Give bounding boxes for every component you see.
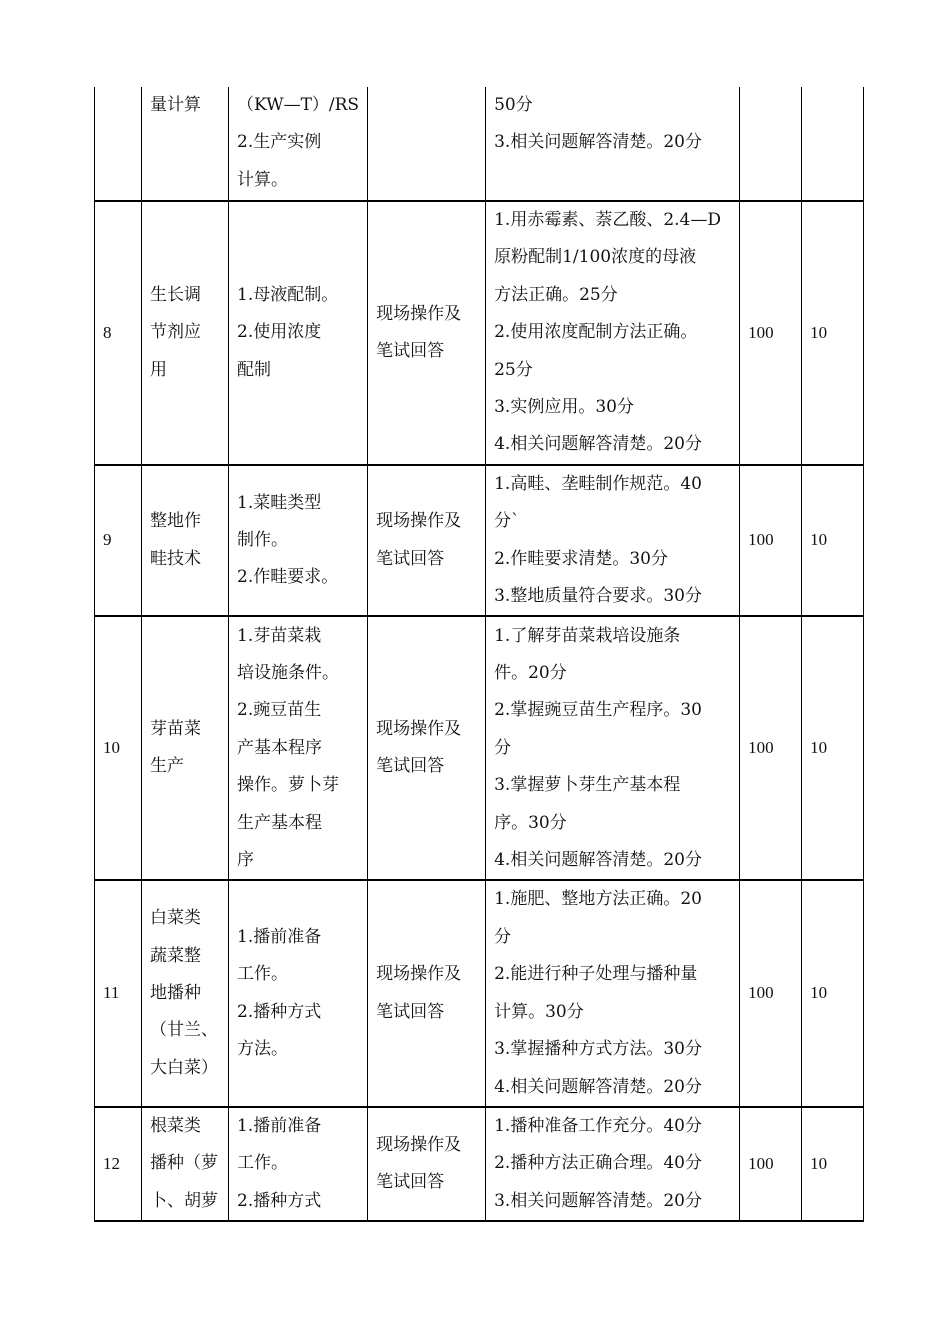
weight-cell: [802, 880, 864, 1106]
cell-value: 10: [810, 322, 828, 342]
cell-line: 工作。: [237, 964, 288, 985]
cell-line: 分: [494, 737, 512, 758]
cell-value: 10: [810, 1153, 828, 1173]
cell-line: 节剂应: [150, 322, 201, 343]
cell-line: 产基本程序: [237, 737, 322, 758]
cell-line: 现场操作及: [376, 511, 462, 532]
cell-line: 3.整地质量符合要求。30分: [494, 586, 702, 607]
content-cell: [229, 87, 368, 201]
cell-value: 100: [748, 1153, 774, 1173]
cell-line: 2.掌握豌豆苗生产程序。30: [494, 700, 702, 721]
table-row: [95, 201, 864, 465]
cell-line: 1.了解芽苗菜栽培设施条: [494, 625, 681, 646]
cell-line: 2.使用浓度: [237, 322, 322, 343]
cell-value: 10: [810, 530, 828, 550]
cell-line: 笔试回答: [376, 340, 445, 361]
cell-line: 大白菜）: [150, 1057, 218, 1078]
cell-line: 1.施肥、整地方法正确。20: [494, 889, 702, 910]
cell-line: 2.作畦要求清楚。30分: [494, 548, 668, 569]
weight-cell: [802, 87, 864, 201]
item-name-cell: [142, 616, 229, 880]
cell-line: 序: [237, 849, 254, 870]
row-number-cell: [95, 616, 142, 880]
criteria-cell: [486, 616, 740, 880]
cell-value: 9: [103, 530, 112, 550]
method-cell: [368, 87, 486, 201]
item-name-cell: [142, 201, 229, 465]
cell-value: 10: [103, 738, 120, 758]
cell-line: 序。30分: [494, 812, 567, 833]
cell-value: 10: [810, 738, 828, 758]
criteria-cell: [486, 465, 740, 617]
weight-cell: [802, 465, 864, 617]
cell-line: 地播种: [150, 982, 201, 1003]
weight-cell: [802, 1107, 864, 1221]
cell-line: 现场操作及: [376, 719, 462, 740]
cell-line: 制作。: [237, 529, 288, 550]
cell-value: 8: [103, 322, 112, 342]
cell-line: 操作。萝卜芽: [237, 775, 339, 796]
row-number-cell: [95, 465, 142, 617]
row-number-cell: [95, 201, 142, 465]
score-cell: [740, 1107, 802, 1221]
cell-line: 分: [494, 926, 512, 947]
cell-line: 1.芽苗菜栽: [237, 625, 322, 646]
cell-line: 白菜类: [150, 908, 201, 929]
method-cell: [368, 616, 486, 880]
cell-line: 4.相关问题解答清楚。20分: [494, 849, 702, 870]
cell-line: 1.播前准备: [237, 1115, 322, 1136]
cell-line: 3.掌握萝卜芽生产基本程: [494, 775, 681, 796]
cell-line: 2.播种方式: [237, 1190, 322, 1211]
score-cell: [740, 880, 802, 1106]
table-row: [95, 1107, 864, 1221]
table-row: [95, 87, 864, 201]
content-cell: [229, 616, 368, 880]
cell-line: 用: [150, 359, 167, 380]
cell-line: 25分: [494, 359, 533, 380]
cell-value: 11: [103, 983, 120, 1003]
cell-line: 笔试回答: [376, 756, 445, 777]
cell-line: 原粉配制1/100浓度的母液: [494, 247, 697, 268]
cell-line: 畦技术: [150, 548, 201, 569]
cell-value: 100: [748, 530, 774, 550]
cell-line: 方法正确。25分: [494, 284, 618, 305]
cell-line: 芽苗菜: [150, 719, 201, 740]
cell-line: 现场操作及: [376, 1134, 462, 1155]
item-name-cell: [142, 465, 229, 617]
cell-value: 100: [748, 322, 774, 342]
cell-line: 方法。: [237, 1039, 288, 1060]
cell-line: 4.相关问题解答清楚。20分: [494, 434, 702, 455]
weight-cell: [802, 616, 864, 880]
assessment-table: [94, 87, 864, 1222]
criteria-cell: [486, 87, 740, 201]
cell-line: 1.播种准备工作充分。40分: [494, 1115, 702, 1136]
cell-line: 3.掌握播种方式方法。30分: [494, 1039, 702, 1060]
cell-line: 2.生产实例: [237, 132, 322, 153]
method-cell: [368, 201, 486, 465]
item-name-cell: [142, 1107, 229, 1221]
item-name-cell: [142, 87, 229, 201]
cell-line: 根菜类: [150, 1115, 201, 1136]
weight-cell: [802, 201, 864, 465]
cell-value: 100: [748, 738, 774, 758]
cell-line: 2.豌豆苗生: [237, 700, 322, 721]
cell-line: 生长调: [150, 284, 201, 305]
cell-line: 计算。30分: [494, 1001, 584, 1022]
row-number-cell: [95, 87, 142, 201]
cell-line: 2.能进行种子处理与播种量: [494, 964, 698, 985]
cell-line: （甘兰、: [150, 1020, 218, 1041]
method-cell: [368, 880, 486, 1106]
cell-line: 1.菜畦类型: [237, 492, 322, 513]
cell-line: 件。20分: [494, 662, 567, 683]
content-cell: [229, 465, 368, 617]
cell-line: 培设施条件。: [237, 662, 339, 683]
cell-line: 现场操作及: [376, 303, 462, 324]
cell-line: 卜、胡萝: [150, 1190, 218, 1211]
score-cell: [740, 616, 802, 880]
cell-line: 2.播种方法正确合理。40分: [494, 1153, 702, 1174]
score-cell: [740, 87, 802, 201]
cell-line: 工作。: [237, 1153, 288, 1174]
cell-line: 2.作畦要求。: [237, 567, 339, 588]
cell-line: 2.播种方式: [237, 1001, 322, 1022]
cell-line: 分`: [494, 511, 520, 532]
cell-line: 3.实例应用。30分: [494, 397, 634, 418]
cell-line: 量计算: [150, 95, 201, 115]
cell-line: 笔试回答: [376, 1001, 445, 1022]
cell-line: 1.用赤霉素、萘乙酸、2.4—D: [494, 210, 721, 230]
cell-line: 生产基本程: [237, 812, 322, 833]
cell-line: 笔试回答: [376, 1172, 445, 1193]
method-cell: [368, 1107, 486, 1221]
cell-value: 100: [748, 983, 774, 1003]
cell-line: 播种（萝: [150, 1153, 218, 1174]
cell-line: 现场操作及: [376, 964, 462, 985]
table-row: [95, 880, 864, 1106]
cell-line: 整地作: [150, 511, 201, 532]
cell-line: 配制: [237, 359, 271, 380]
cell-line: 2.使用浓度配制方法正确。: [494, 322, 698, 343]
cell-line: 4.相关问题解答清楚。20分: [494, 1076, 702, 1097]
criteria-cell: [486, 1107, 740, 1221]
cell-line: （KW—T）/RS: [237, 95, 360, 115]
table-row: [95, 616, 864, 880]
method-cell: [368, 465, 486, 617]
table-row: [95, 465, 864, 617]
content-cell: [229, 201, 368, 465]
cell-line: 蔬菜整: [150, 945, 201, 966]
item-name-cell: [142, 880, 229, 1106]
cell-line: 笔试回答: [376, 548, 445, 569]
cell-line: 计算。: [237, 169, 288, 190]
cell-line: 1.母液配制。: [237, 284, 339, 305]
row-number-cell: [95, 1107, 142, 1221]
row-number-cell: [95, 880, 142, 1106]
cell-line: 1.高畦、垄畦制作规范。40: [494, 473, 702, 494]
cell-value: 12: [103, 1153, 120, 1173]
cell-value: 10: [810, 983, 828, 1003]
criteria-cell: [486, 880, 740, 1106]
cell-line: 3.相关问题解答清楚。20分: [494, 1190, 702, 1211]
score-cell: [740, 465, 802, 617]
content-cell: [229, 880, 368, 1106]
criteria-cell: [486, 201, 740, 465]
cell-line: 1.播前准备: [237, 926, 322, 947]
cell-line: 生产: [150, 756, 184, 777]
cell-line: 50分: [494, 95, 533, 115]
content-cell: [229, 1107, 368, 1221]
score-cell: [740, 201, 802, 465]
cell-line: 3.相关问题解答清楚。20分: [494, 132, 702, 153]
